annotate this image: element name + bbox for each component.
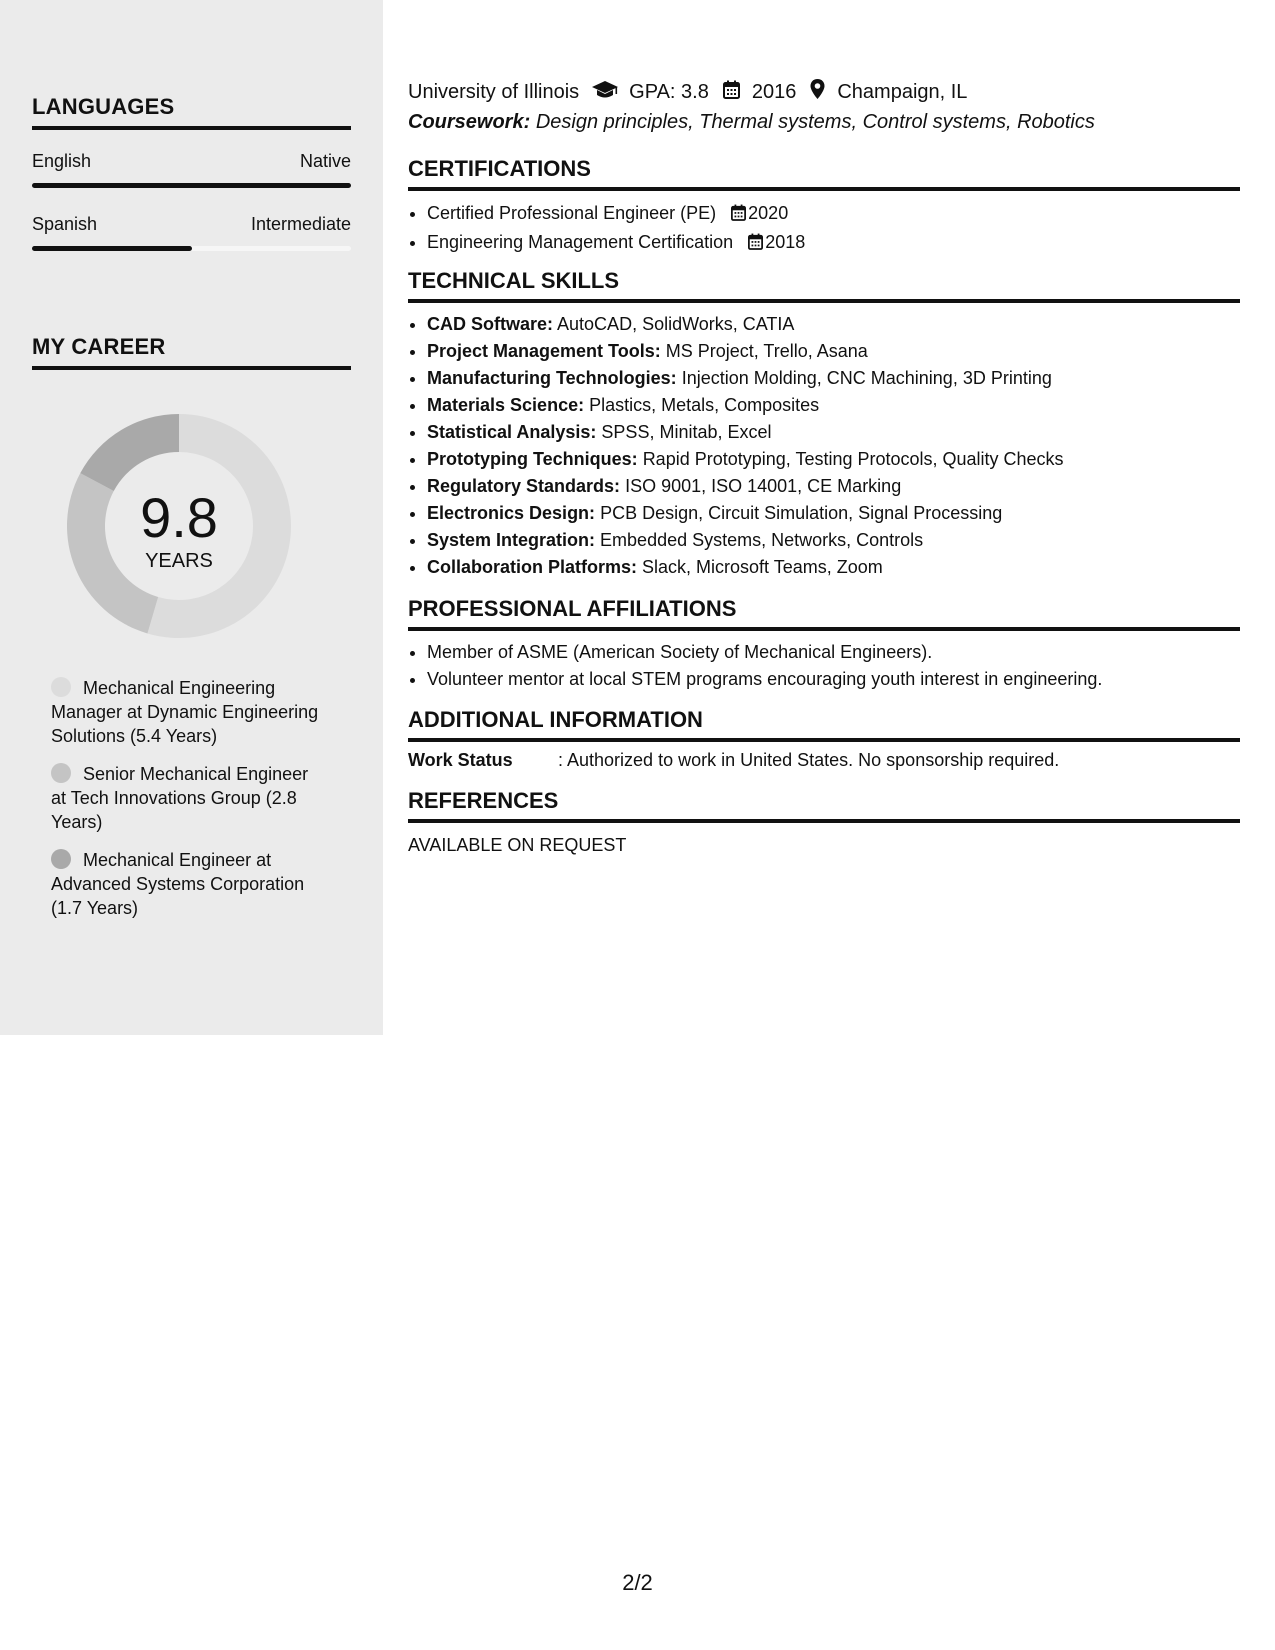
skill-label: Collaboration Platforms:: [427, 557, 638, 577]
skill-label: Statistical Analysis:: [427, 422, 597, 442]
graduation-cap-icon: [591, 79, 619, 105]
certification-name: Engineering Management Certification: [427, 232, 734, 252]
career-legend-label: Mechanical Engineering Manager at Dynamic Engineering Solutions (5.4 Years): [51, 678, 319, 746]
skills-section: [408, 268, 1240, 581]
skill-value: Plastics, Metals, Composites: [589, 395, 820, 415]
skill-item: [427, 527, 1240, 554]
career-total-unit: YEARS: [145, 550, 213, 572]
certification-item: [427, 200, 1240, 229]
language-proficiency-fill: [32, 183, 351, 188]
skill-value: PCB Design, Circuit Simulation, Signal Processing: [600, 503, 1003, 523]
skill-value: Rapid Prototyping, Testing Protocols, Quality Checks: [642, 449, 1064, 469]
legend-swatch: [51, 677, 71, 697]
coursework: [408, 111, 1240, 134]
languages-title: LANGUAGES: [32, 94, 351, 130]
career-donut-chart: [66, 413, 292, 639]
language-item-english: [32, 151, 351, 188]
affiliations-title: PROFESSIONAL AFFILIATIONS: [408, 596, 1240, 631]
legend-swatch: [51, 763, 71, 783]
skill-label: System Integration:: [427, 530, 596, 550]
school-name: University of Illinois: [408, 80, 580, 103]
references-section: [408, 788, 1240, 856]
skill-item: [427, 365, 1240, 392]
career-legend-item: [51, 848, 321, 920]
skill-value: ISO 9001, ISO 14001, CE Marking: [625, 476, 902, 496]
skill-item: [427, 446, 1240, 473]
skill-label: Regulatory Standards:: [427, 476, 621, 496]
references-text: AVAILABLE ON REQUEST: [408, 835, 627, 855]
skill-value: MS Project, Trello, Asana: [665, 341, 868, 361]
affiliations-section: [408, 596, 1240, 693]
career-legend: [51, 676, 321, 934]
career-legend-item: [51, 676, 321, 748]
skill-value: Injection Molding, CNC Machining, 3D Printing: [681, 368, 1052, 388]
skills-title: TECHNICAL SKILLS: [408, 268, 1240, 303]
work-status-label: Work Status: [408, 750, 513, 770]
certifications-section: [408, 156, 1240, 258]
additional-title: ADDITIONAL INFORMATION: [408, 707, 1240, 742]
coursework-list: Design principles, Thermal systems, Control systems, Robotics: [535, 111, 1095, 133]
skill-label: Project Management Tools:: [427, 341, 661, 361]
language-name: Spanish: [32, 214, 98, 234]
career-legend-label: Senior Mechanical Engineer at Tech Innovations Group (2.8 Years): [51, 764, 309, 832]
work-status-value: : Authorized to work in United States. No sponsorship required.: [558, 750, 1060, 770]
gpa: GPA: 3.8: [629, 80, 709, 103]
certification-name: Certified Professional Engineer (PE): [427, 203, 717, 223]
skill-label: Prototyping Techniques:: [427, 449, 638, 469]
skill-label: Materials Science:: [427, 395, 585, 415]
skill-item: [427, 554, 1240, 581]
skill-item: [427, 500, 1240, 527]
skill-value: Embedded Systems, Networks, Controls: [600, 530, 924, 550]
language-level: Intermediate: [250, 214, 351, 234]
language-proficiency-fill: [32, 246, 192, 251]
skill-item: [427, 419, 1240, 446]
career-total-value: 9.8: [140, 486, 218, 549]
map-pin-icon: [810, 79, 825, 105]
language-level: Native: [299, 151, 351, 171]
graduation-year: 2016: [751, 80, 797, 103]
sidebar: [0, 0, 383, 1035]
skill-label: Electronics Design:: [427, 503, 596, 523]
skill-item: [427, 392, 1240, 419]
certification-year: 2018: [765, 232, 806, 252]
language-item-spanish: [32, 214, 351, 251]
certifications-title: CERTIFICATIONS: [408, 156, 1240, 191]
references-title: REFERENCES: [408, 788, 1240, 823]
career-section: [32, 334, 351, 370]
career-title: MY CAREER: [32, 334, 351, 370]
language-proficiency-bar: [32, 246, 351, 251]
affiliation-item: • Member of ASME (American Society of Mechanical Engineers).: [427, 639, 1240, 666]
legend-swatch: [51, 849, 71, 869]
page-number: 2/2: [622, 1570, 653, 1595]
skill-item: [427, 338, 1240, 365]
language-proficiency-bar: [32, 183, 351, 188]
calendar-icon: [723, 80, 740, 105]
calendar-icon: [748, 231, 763, 258]
coursework-label: Coursework:: [408, 111, 531, 133]
affiliation-item: • Volunteer mentor at local STEM programs encouraging youth interest in engineering.: [427, 666, 1240, 693]
career-legend-label: Mechanical Engineer at Advanced Systems Corporation (1.7 Years): [51, 850, 305, 918]
skill-item: [427, 473, 1240, 500]
education-line: [408, 79, 1240, 105]
calendar-icon: [731, 202, 746, 229]
skill-value: AutoCAD, SolidWorks, CATIA: [557, 314, 795, 334]
language-name: English: [32, 151, 92, 171]
work-status-row: [408, 750, 1240, 771]
certification-item: [427, 229, 1240, 258]
career-legend-item: [51, 762, 321, 834]
skill-value: Slack, Microsoft Teams, Zoom: [642, 557, 883, 577]
skill-value: SPSS, Minitab, Excel: [601, 422, 772, 442]
skill-label: CAD Software:: [427, 314, 554, 334]
additional-section: [408, 707, 1240, 771]
skill-label: Manufacturing Technologies:: [427, 368, 677, 388]
career-donut-segment: [80, 414, 179, 491]
school-location: Champaign, IL: [837, 80, 968, 103]
skill-item: [427, 311, 1240, 338]
education-section: [408, 79, 1240, 134]
certification-year: 2020: [748, 203, 789, 223]
languages-section: [32, 94, 351, 251]
